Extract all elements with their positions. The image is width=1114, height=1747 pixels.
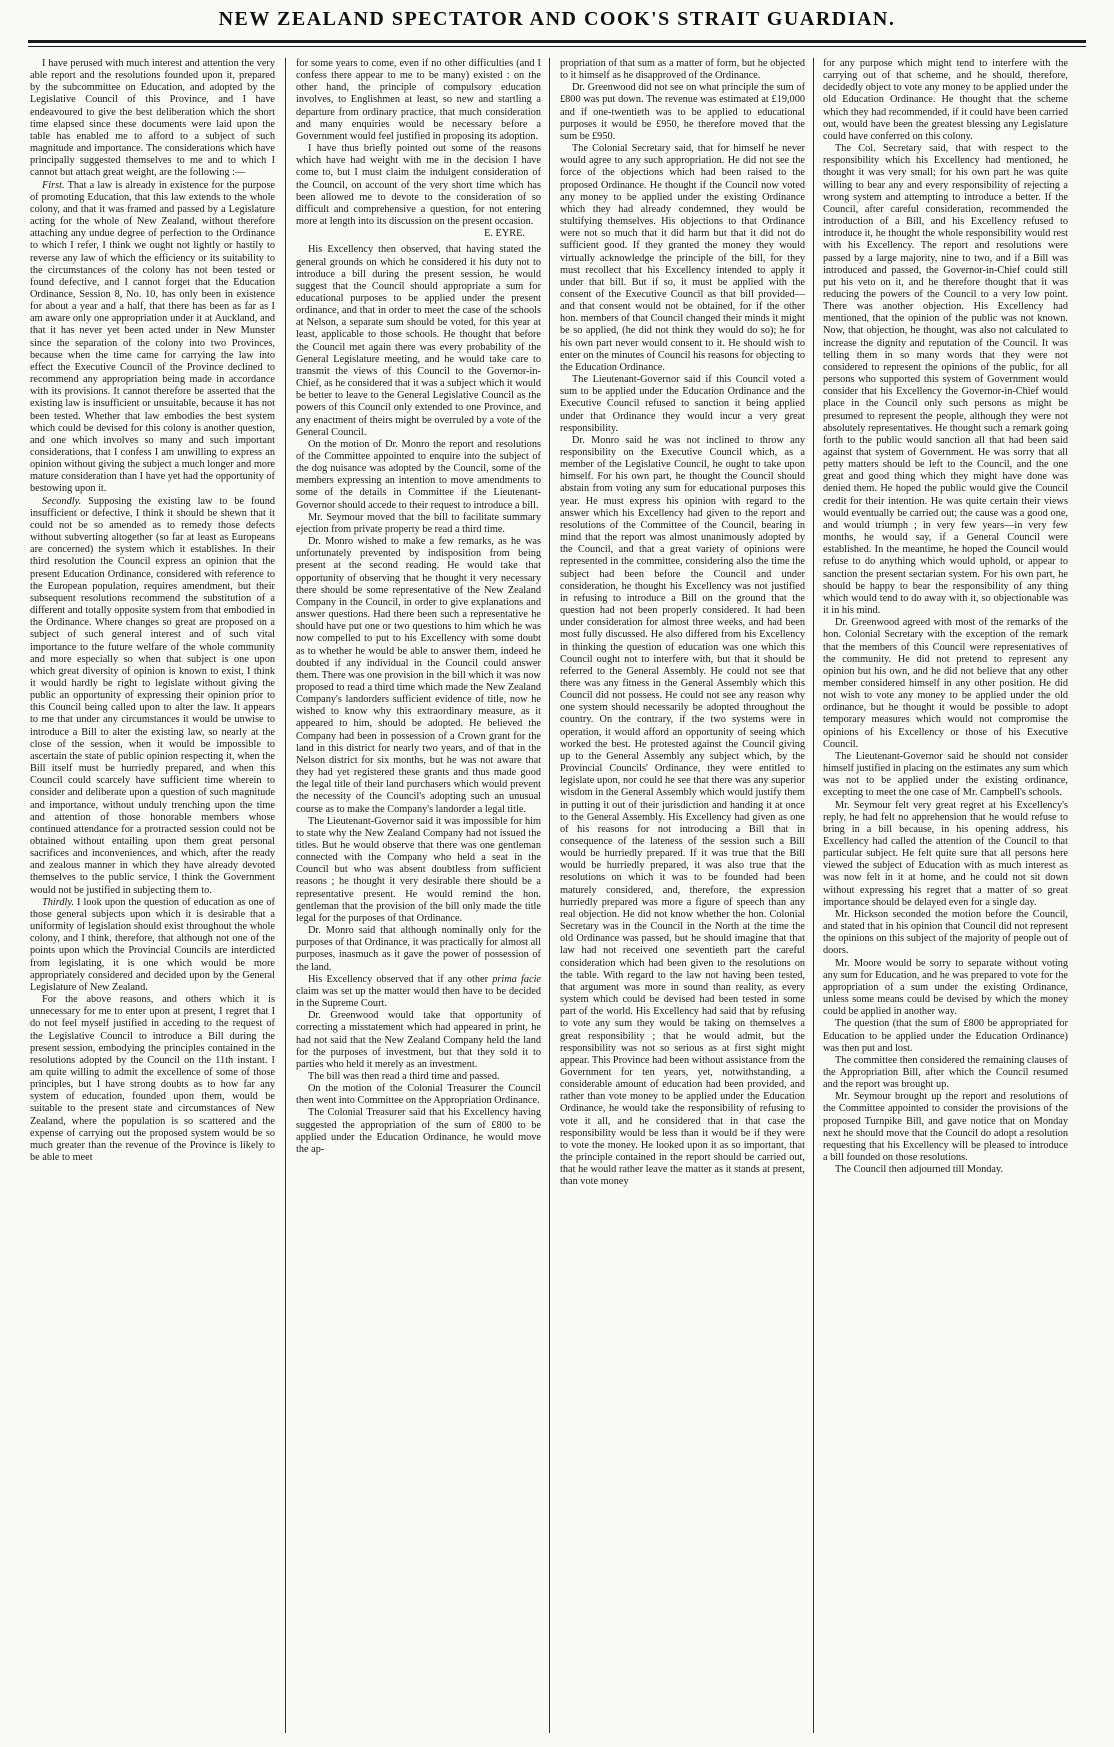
paragraph: Mr. Seymour moved that the bill to facilitate summary ejection from private property be read a third time. [296,511,541,535]
paragraph [30,180,275,496]
paragraph-text: His Excellency observed that if any other [308,973,489,985]
paragraph [30,897,275,994]
paragraph: Dr. Greenwood would take that opportunity of correcting a misstatement which had appeared in print, he had not said that the New Zealand Company held the land for the purposes of investment, but that they sold it to parties who held it merely as an investment. [296,1010,541,1070]
column-1 [30,58,275,1738]
paragraph: The Colonial Treasurer said that his Excellency having suggested the appropriation of the sum of £800 to be applied under the Education Ordinance, he would move the ap- [296,1107,541,1155]
paragraph: Dr. Monro wished to make a few remarks, as he was unfortunately prevented by indisposition from being present at the second reading. He would take that opportunity of observing that he thought it very necessary there should be some representative of the New Zealand Company in the Council, in order to give explanations and answer questions. Had there been such a representative he should have put one or two questions to him which he was now compelled to put to his Excellency with some doubt as to whether he would be able to answer them, indeed he doubted if any individual in the Council could answer them. There was one provision in the bill which it was now proposed to read a third time which made the New Zealand Company's landorders sufficient evidence of title, now he wished to know why this extraordinary measure, as it appeared to him, should be adopted. He believed the Company had been in possession of a Crown grant for the land in this district for nearly two years, and of that in the Nelson district for six months, but he was not aware that they had yet registered these grants and thus made good the legal title of their land purchasers which would prevent the necessity of the Council's adopting such an unusual course as to make the Company's landorder a legal title. [296,536,541,815]
column-separator [285,58,286,1733]
paragraph: Mr. Seymour brought up the report and resolutions of the Committee appointed to consider the provisions of the proposed Turnpike Bill, and gave notice that on Monday next he should move that the Council do adopt a resolution requesting that his Excellency will be pleased to introduce a bill founded on those resolutions. [823,1091,1068,1164]
paragraph: The Lieutenant-Governor said he should not consider himself justified in placing on the estimates any sum which was not to be applied under the existing ordinance, excepting to meet the one case of Mr. Campbell's schools. [823,750,1068,799]
paragraph: Mr. Moore would be sorry to separate without voting any sum for Education, and he was prepared to vote for the appropriation of a sum under the existing Ordinance, unless some means could be devised by which the money could be applied in another way. [823,957,1068,1018]
column-2 [296,58,541,1738]
masthead-rule-thin [28,46,1086,47]
latin-phrase: prima facie [492,973,541,985]
masthead-rule-thick [28,40,1086,43]
paragraph: Dr. Greenwood agreed with most of the remarks of the hon. Colonial Secretary with the exception of the remark that the members of this Council were representatives of the community. He did not pretend to represent any opinion but his own, and he did not believe that any other member considered himself in any other position. He did not wish to vote any money to be applied under the old ordinance, but he thought it would be possible to adopt temporary measures which would not compromise the opinions of his Excellency or those of his Executive Council. [823,617,1068,750]
paragraph: On the motion of Dr. Monro the report and resolutions of the Committee appointed to enquire into the subject of the dog nuisance was adopted by the Council, some of the members expressing an intention to move amendments to some of the details in Committee if the Lieutenant-Governor should accede to their request to introduce a bill. [296,438,541,511]
paragraph: Mr. Hickson seconded the motion before the Council, and stated that in his opinion that Council did not represent the opinions on this subject of the majority of people out of doors. [823,908,1068,957]
paragraph: for any purpose which might tend to interfere with the carrying out of that scheme, and he should, therefore, decidedly object to vote any money to be applied under the old Education Ordinance. He thought that the scheme which they had recommended, if it could have been carried out, would have been the greatest blessing any Legislature could have conferred on this colony. [823,58,1068,142]
paragraph: Dr. Monro said that although nominally only for the purposes of that Ordinance, it was practically for almost all purposes, inasmuch as it gave the power of possession of the land. [296,925,541,973]
column-3 [560,58,805,1738]
paragraph: The Col. Secretary said, that with respect to the responsibility which his Excellency had mentioned, he thought it was very small; for his own part he was quite willing to bear any and every responsibility of rejecting a wrong system and attempting to introduce a better. If the Council, after careful consideration, recommended the introduction of a Bill, and his Excellency refused to introduce it, he thought the whole responsibility would rest with his Excellency. The report and resolutions were passed by a large majority, nine to two, and if a Bill was introduced and passed, the Governor-in-Chief could still put his veto on it, and he therefore thought that it was reducing the powers of the Council to a very low point. There was another objection. His Excellency had mentioned, that the opinion of the public was not known. Now, that objection, he thought, was also not calculated to increase the dignity and reputation of the Council. It was telling them in so many words that they were not considered to represent the opinions of the public, for all persons who supported this system of Government would consider that his Excellency the Governor-in-Chief would place in the Council only such persons as might be presumed to represent the people, although they were not absolutely representatives. He thought such a remark going forth to the public would sanction all that had been said against that system of Government. He was sorry that all petty matters should be left to the Council, and the one great and good thing which they might have done was denied them. He hoped the public would give the Council credit for their intention. He was quite certain their views would eventually be carried out; the cause was a good one, and would triumph ; in very few years—in very few months, he would say, if a General Council were established. In the meantime, he hoped the Council would refuse to do anything which would uphold, or appear to sanction the present sectarian system. For his own part, he should be happy to bear the responsibility of any thing which would tend to do away with it, so objectionable was it in his mind. [823,143,1068,617]
paragraph-text: That a law is already in existence for the purpose of promoting Education, that this law extends to the whole colony, and that it was framed and passed by a Legislature acting for the whole of New Zealand, without therefore attaching any undue degree of perfection to the Ordinance to which I refer, I think we ought not lightly or hastily to reverse any law of which the efficiency or its suitability to the circumstances of the colony has not been tested or found defective, and I cannot forget that the Education Ordinance, Session 8, No. 10, has only been in existence for about a year and a half, that there has been as far as I am aware only one appropriation under it at Auckland, and that it has never yet been acted under in New Munster since the separation of the colony into two Provinces, because when the time came for carrying the law into effect the Executive Council of the Province declined to recommend any appropriation being made in accordance with its provisions. It cannot therefore be asserted that the existing law is insufficient or unsuitable, because it has not been tested. Whether that law embodies the best system which could be devised for this colony is another question, and one which involves so many and such important considerations, that I confess I am unwilling to express an opinion without giving the subject a much longer and more mature consideration than I have yet had the opportunity of bestowing upon it. [30,179,275,495]
paragraph: Mr. Seymour felt very great regret at his Excellency's reply, he had felt no apprehension that he would refuse to bring in a bill because, in his opening address, his Excellency had called the attention of the Council to that particular subject. He felt quite sure that all persons here viewed the subject of Education with as much interest as was now felt in it at home, and he could not sit down without expressing his regret that a matter of so great importance should be delayed even for a single day. [823,799,1068,908]
paragraph-lead: First. [42,179,65,191]
paragraph: The question (that the sum of £800 be appropriated for Education to be applied under the Education Ordinance) was then put and lost. [823,1018,1068,1054]
paragraph: His Excellency then observed, that having stated the general grounds on which he considered it his duty not to introduce a bill during the present session, he would suggest that the Council should appropriate a sum for educational purposes to be applied under the present ordinance, and that in order to meet the case of the schools at Nelson, a separate sum should be voted, for this year at least, applicable to those schools. He thought that before the Council met again there was every probability of the General Legislature meeting, and he would take care to transmit the views of this Council to the Governor-in-Chief, as he considered that it was a subject which it would be better to leave to the General Legislative Council as the powers of this Council only extended to one Province, and any enactment of theirs might be overruled by a vote of the General Council. [296,244,541,438]
paragraph [30,496,275,897]
paragraph: for some years to come, even if no other difficulties (and I confess there appear to me to be many) existed : on the other hand, the principle of compulsory education involves, to Englishmen at least, so new and startling a departure from ordinary practice, that much consideration and many enquiries would be necessary before a Government would feel justified in proposing its adoption. [296,58,541,142]
paragraph: Dr. Monro said he was not inclined to throw any responsibility on the Executive Council which, as a member of the Legislative Council, he ought to take upon himself. For his own part, he thought the Council should abstain from voting any sum for educational purposes this year. He must express his opinion with regard to the answer which his Excellency had given to the report and resolutions of the Committee of the Council, bearing in mind that the report was almost unanimously adopted by the Council, and that a great variety of opinions were represented in the committee, considering also the time the subject had been before the Council and under consideration, he thought his Excellency was not justified in refusing to introduce a Bill on the ground that the question had not been properly considered. It had been under consideration for almost three weeks, and had been most fully discussed. He also differed from his Excellency in thinking the question of education was one which this Council ought not to interfere with, but that it should be referred to the General Assembly. He could not see that there was any fitness in the General Assembly which this Council did not possess. He could not see any reason why one system should necessarily be adopted throughout the country. On the contrary, if the two systems were in operation, it would afford an opportunity of seeing which worked the best. He protested against the Council giving up to the General Assembly any subject which, by the Provincial Councils' Ordinance, they were entitled to legislate upon, nor could he see that there was any superior wisdom in the General Assembly which would justify them in putting it out of their jurisdiction and handing it at once to the General Assembly. His Excellency had given as one of his reasons for not introducing a Bill that in consequence of the lateness of the session such a Bill would be hurriedly prepared. If it was true that the Bill would be hurriedly prepared, it was also true that the resolutions on which it was to be founded had been maturely considered, and, therefore, the expression hurriedly prepared was more a figure of speech than any real objection. He did not know whether the hon. Colonial Secretary was in the Council in the North at the time the old Ordinance was passed, but he should imagine that that law had not received one seventieth part the careful consideration which had been given to the resolutions on the table. With regard to the law not having been tested, that argument was more in sound than reality, as every system which could be devised had been tested in some part of the world. His Excellency had said that by refusing to vote any sum they would be taking on themselves a great responsibility ; that he would admit, but the responsibility was not so serious as at first sight might appear. This Province had been without assistance from the Government for ten years, yet, notwithstanding, a considerable amount of education had been provided, and rather than vote money to be applied under the Education Ordinance, he would take the responsibility of refusing to vote it all, and he considered that in that case the responsibility would be less than it would be if they were to vote the money. He looked upon it as so important, that the principle contained in the report should be carried out, that he would rather leave the matter as it stands at present, than vote money [560,434,805,1188]
paragraph-lead: Thirdly. [42,896,74,908]
paragraph: propriation of that sum as a matter of form, but he objected to it himself as he disapproved of the Ordinance. [560,58,805,82]
paragraph: Dr. Greenwood did not see on what principle the sum of £800 was put down. The revenue was estimated at £19,000 and if one-twentieth was to be applied to educational purposes it would be £950, he therefore moved that the sum be £950. [560,82,805,142]
paragraph: The Lieutenant-Governor said it was impossible for him to state why the New Zealand Company had not issued the titles. But he would observe that there was one gentleman connected with the Company who held a seat in the Council but who was absent doubtless from sufficient reasons ; he thought it very desirable there should be a representative present. He would remind the hon. gentleman that the provision of the bill only made the title legal for the purposes of that Ordinance. [296,815,541,924]
paragraph: The Colonial Secretary said, that for himself he never would agree to any such appropriation. He did not see the force of the objections which had been raised to the proposed Ordinance. He thought if the Council now voted any money to be applied under the existing Ordinance which they had already condemned, they would be stultifying themselves. His objections to that Ordinance were not so much that it did harm but that it did not do sufficient good. If they granted the money they would virtually acknowledge the principle of the bill, for they must recollect that his Excellency intended to apply it under that bill. But if so, it must be applied with the consent of the Executive Council as that bill provided—and that consent would not be obtained, for if the other hon. members of that Council changed their minds it might be so applied, (he did not think they would do so); he for his own part never would consent to it. He should wish to enter on the minutes of Council his reasons for objecting to the Education Ordinance. [560,143,805,373]
column-separator [813,58,814,1733]
paragraph: The Council then adjourned till Monday. [835,1164,1004,1176]
column-separator [549,58,550,1733]
paragraph: For the above reasons, and others which it is unnecessary for me to enter upon at present, I regret that I do not feel myself justified in acceding to the request of the Legislative Council to introduce a Bill during the present session, embodying the principles contained in the resolutions adopted by the Council on the 11th instant. I am quite willing to admit the excellence of some of those principles, but I have strong doubts as to how far any system of education, founded upon them, would be suitable to the present state and circumstances of New Zealand, where the population is so scattered and the expense of carrying out the proposed system would be so much greater than the revenue of the Province is likely to be able to meet [30,994,275,1164]
paragraph: The Lieutenant-Governor said if this Council voted a sum to be applied under the Education Ordinance and the Executive Council refused to sanction it being applied under that Ordinance they would incur a very great responsibility. [560,374,805,434]
paragraph: The bill was then read a third time and passed. [308,1070,500,1082]
masthead: NEW ZEALAND SPECTATOR AND COOK'S STRAIT GUARDIAN. [218,8,896,30]
paragraph-lead: Secondly. [42,495,82,507]
paragraph [296,974,541,1010]
column-4 [823,58,1068,1738]
paragraph: I have thus briefly pointed out some of the reasons which have had weight with me in the decision I have come to, but I must claim the indulgent consideration of the Council, on account of the very short time which has been allowed me to devote to the consideration of so difficult and comprehensive a question, for not entering more at length into its discussion on the present occasion. [296,143,541,228]
paragraph: I have perused with much interest and attention the very able report and the resolutions founded upon it, prepared by the subcommittee on Education, and adopted by the Legislative Council of this Province, and I have endeavoured to give the best deliberation which the short time elapsed since these documents were laid upon the table has enabled me to afford to a subject of such magnitude and importance. The considerations which have principally suggested themselves to me and to which I cannot but attach great weight, are the following :— [30,58,275,179]
paragraph: The committee then considered the remaining clauses of the Appropriation Bill, after which the Council resumed and the report was brought up. [823,1054,1068,1091]
paragraph: On the motion of the Colonial Treasurer the Council then went into Committee on the Appropriation Ordinance. [296,1083,541,1107]
paragraph-text: Supposing the existing law to be found insufficient or defective, I think it should be shewn that it could not be so amended as to remedy those defects without subverting altogether (so far at least as Europeans are concerned) the system which it establishes. In their third resolution the Council express an opinion that the present Education Ordinance, considered with reference to the European population, requires amendment, but their subsequent resolutions recommend the substitution of a different and totally opposite system from that embodied in the Ordinance. Where changes so great are proposed on a subject of such general interest and of such vital importance to the future welfare of the whole community and more especially so when that subject is one upon which great diversity of opinion is known to exist, I think it would hardly be right to legislate without giving the public an opportunity of expressing their opinion prior to this Council being called upon to alter the law. It appears to me that under any circumstances it would be unwise to introduce a Bill to alter the existing law, so nearly at the close of the session, when it would be impossible to ascertain the state of public opinion respecting it, when the Bill itself must be hurriedly prepared, and when this Council could scarcely have sufficient time wherein to consider and deliberate upon a question of such magnitude and importance, without unduly trenching upon the time and attention of those honorable members whose continued attendance for a protracted session could not be obtained without entailing upon them great personal sacrifices and inconveniences, and which, after the ready and zealous manner in which they have already devoted themselves to the public service, I think the Government would not be justified in subjecting them to. [30,495,275,896]
signature: E. EYRE. [484,228,525,240]
paragraph-text: claim was set up the matter would then have to be decided in the Supreme Court. [296,985,541,1010]
paragraph-text: I look upon the question of education as one of those general subjects upon which it is desirable that a uniformity of legislation should exist throughout the whole colony, and I think, therefore, that although not one of the points upon which the Provincial Councils are interdicted from legislating, it is one which would be more appropriately considered and decided upon by the General Legislature of New Zealand. [30,896,275,993]
